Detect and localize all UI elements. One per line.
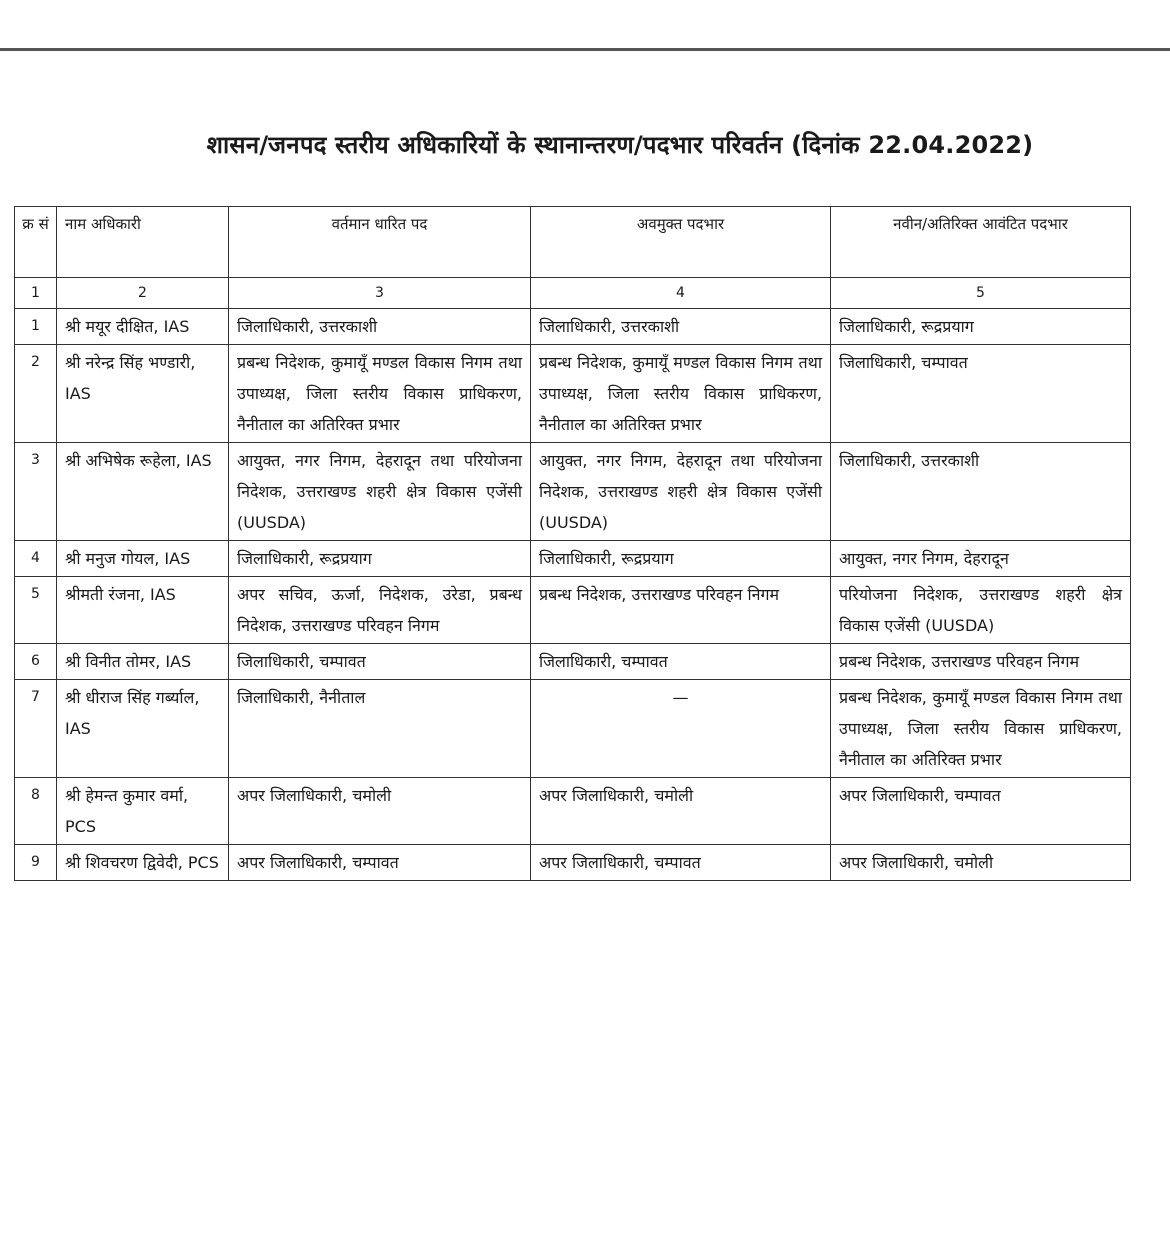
table-row [15, 845, 1131, 881]
officer-name: श्रीमती रंजना, IAS [57, 577, 229, 644]
row-serial: 6 [15, 644, 57, 680]
table-row [15, 541, 1131, 577]
header-relieved-charge: अवमुक्त पदभार [531, 207, 831, 278]
new-charge: जिलाधिकारी, रूद्रप्रयाग [831, 309, 1131, 345]
column-index: 2 [57, 278, 229, 309]
current-post: जिलाधिकारी, रूद्रप्रयाग [229, 541, 531, 577]
transfer-table [14, 206, 1131, 881]
relieved-charge: अपर जिलाधिकारी, चम्पावत [531, 845, 831, 881]
table-row [15, 345, 1131, 443]
relieved-charge: — [531, 680, 831, 778]
column-index: 1 [15, 278, 57, 309]
current-post: प्रबन्ध निदेशक, कुमायूँ मण्डल विकास निगम तथा उपाध्यक्ष, जिला स्तरीय विकास प्राधिकरण, नैनीताल का अतिरिक्त प्रभार [229, 345, 531, 443]
header-name: नाम अधिकारी [57, 207, 229, 278]
relieved-charge: जिलाधिकारी, उत्तरकाशी [531, 309, 831, 345]
table-row [15, 309, 1131, 345]
header-row [15, 207, 1131, 278]
new-charge: अपर जिलाधिकारी, चम्पावत [831, 778, 1131, 845]
relieved-charge: प्रबन्ध निदेशक, उत्तराखण्ड परिवहन निगम [531, 577, 831, 644]
table-row [15, 577, 1131, 644]
row-serial: 2 [15, 345, 57, 443]
current-post: जिलाधिकारी, उत्तरकाशी [229, 309, 531, 345]
relieved-charge: आयुक्त, नगर निगम, देहरादून तथा परियोजना निदेशक, उत्तराखण्ड शहरी क्षेत्र विकास एजेंसी (UUSDA) [531, 443, 831, 541]
officer-name: श्री अभिषेक रूहेला, IAS [57, 443, 229, 541]
row-serial: 3 [15, 443, 57, 541]
header-serial: क्र सं [15, 207, 57, 278]
table-row [15, 778, 1131, 845]
current-post: अपर जिलाधिकारी, चम्पावत [229, 845, 531, 881]
current-post: आयुक्त, नगर निगम, देहरादून तथा परियोजना निदेशक, उत्तराखण्ड शहरी क्षेत्र विकास एजेंसी (UUSDA) [229, 443, 531, 541]
officer-name: श्री हेमन्त कुमार वर्मा, PCS [57, 778, 229, 845]
row-serial: 7 [15, 680, 57, 778]
officer-name: श्री विनीत तोमर, IAS [57, 644, 229, 680]
new-charge: परियोजना निदेशक, उत्तराखण्ड शहरी क्षेत्र विकास एजेंसी (UUSDA) [831, 577, 1131, 644]
officer-name: श्री शिवचरण द्विवेदी, PCS [57, 845, 229, 881]
page-title: शासन/जनपद स्तरीय अधिकारियों के स्थानान्तरण/पदभार परिवर्तन (दिनांक 22.04.2022) [206, 131, 1034, 159]
officer-name: श्री नरेन्द्र सिंह भण्डारी, IAS [57, 345, 229, 443]
new-charge: आयुक्त, नगर निगम, देहरादून [831, 541, 1131, 577]
officer-name: श्री मयूर दीक्षित, IAS [57, 309, 229, 345]
relieved-charge: जिलाधिकारी, रूद्रप्रयाग [531, 541, 831, 577]
column-index: 3 [229, 278, 531, 309]
row-serial: 9 [15, 845, 57, 881]
new-charge: प्रबन्ध निदेशक, कुमायूँ मण्डल विकास निगम तथा उपाध्यक्ष, जिला स्तरीय विकास प्राधिकरण, नैनीताल का अतिरिक्त प्रभार [831, 680, 1131, 778]
current-post: जिलाधिकारी, चम्पावत [229, 644, 531, 680]
relieved-charge: अपर जिलाधिकारी, चमोली [531, 778, 831, 845]
new-charge: प्रबन्ध निदेशक, उत्तराखण्ड परिवहन निगम [831, 644, 1131, 680]
new-charge: अपर जिलाधिकारी, चमोली [831, 845, 1131, 881]
top-rule [0, 48, 1170, 51]
table-row [15, 680, 1131, 778]
relieved-charge: प्रबन्ध निदेशक, कुमायूँ मण्डल विकास निगम तथा उपाध्यक्ष, जिला स्तरीय विकास प्राधिकरण, नैनीताल का अतिरिक्त प्रभार [531, 345, 831, 443]
table-row [15, 644, 1131, 680]
table-row [15, 443, 1131, 541]
current-post: अपर सचिव, ऊर्जा, निदेशक, उरेडा, प्रबन्ध निदेशक, उत्तराखण्ड परिवहन निगम [229, 577, 531, 644]
header-current-post: वर्तमान धारित पद [229, 207, 531, 278]
current-post: जिलाधिकारी, नैनीताल [229, 680, 531, 778]
relieved-charge: जिलाधिकारी, चम्पावत [531, 644, 831, 680]
new-charge: जिलाधिकारी, उत्तरकाशी [831, 443, 1131, 541]
column-index: 5 [831, 278, 1131, 309]
column-index-row [15, 278, 1131, 309]
current-post: अपर जिलाधिकारी, चमोली [229, 778, 531, 845]
row-serial: 8 [15, 778, 57, 845]
new-charge: जिलाधिकारी, चम्पावत [831, 345, 1131, 443]
officer-name: श्री मनुज गोयल, IAS [57, 541, 229, 577]
row-serial: 1 [15, 309, 57, 345]
row-serial: 5 [15, 577, 57, 644]
row-serial: 4 [15, 541, 57, 577]
header-new-charge: नवीन/अतिरिक्त आवंटित पदभार [831, 207, 1131, 278]
officer-name: श्री धीराज सिंह गर्ब्याल, IAS [57, 680, 229, 778]
column-index: 4 [531, 278, 831, 309]
